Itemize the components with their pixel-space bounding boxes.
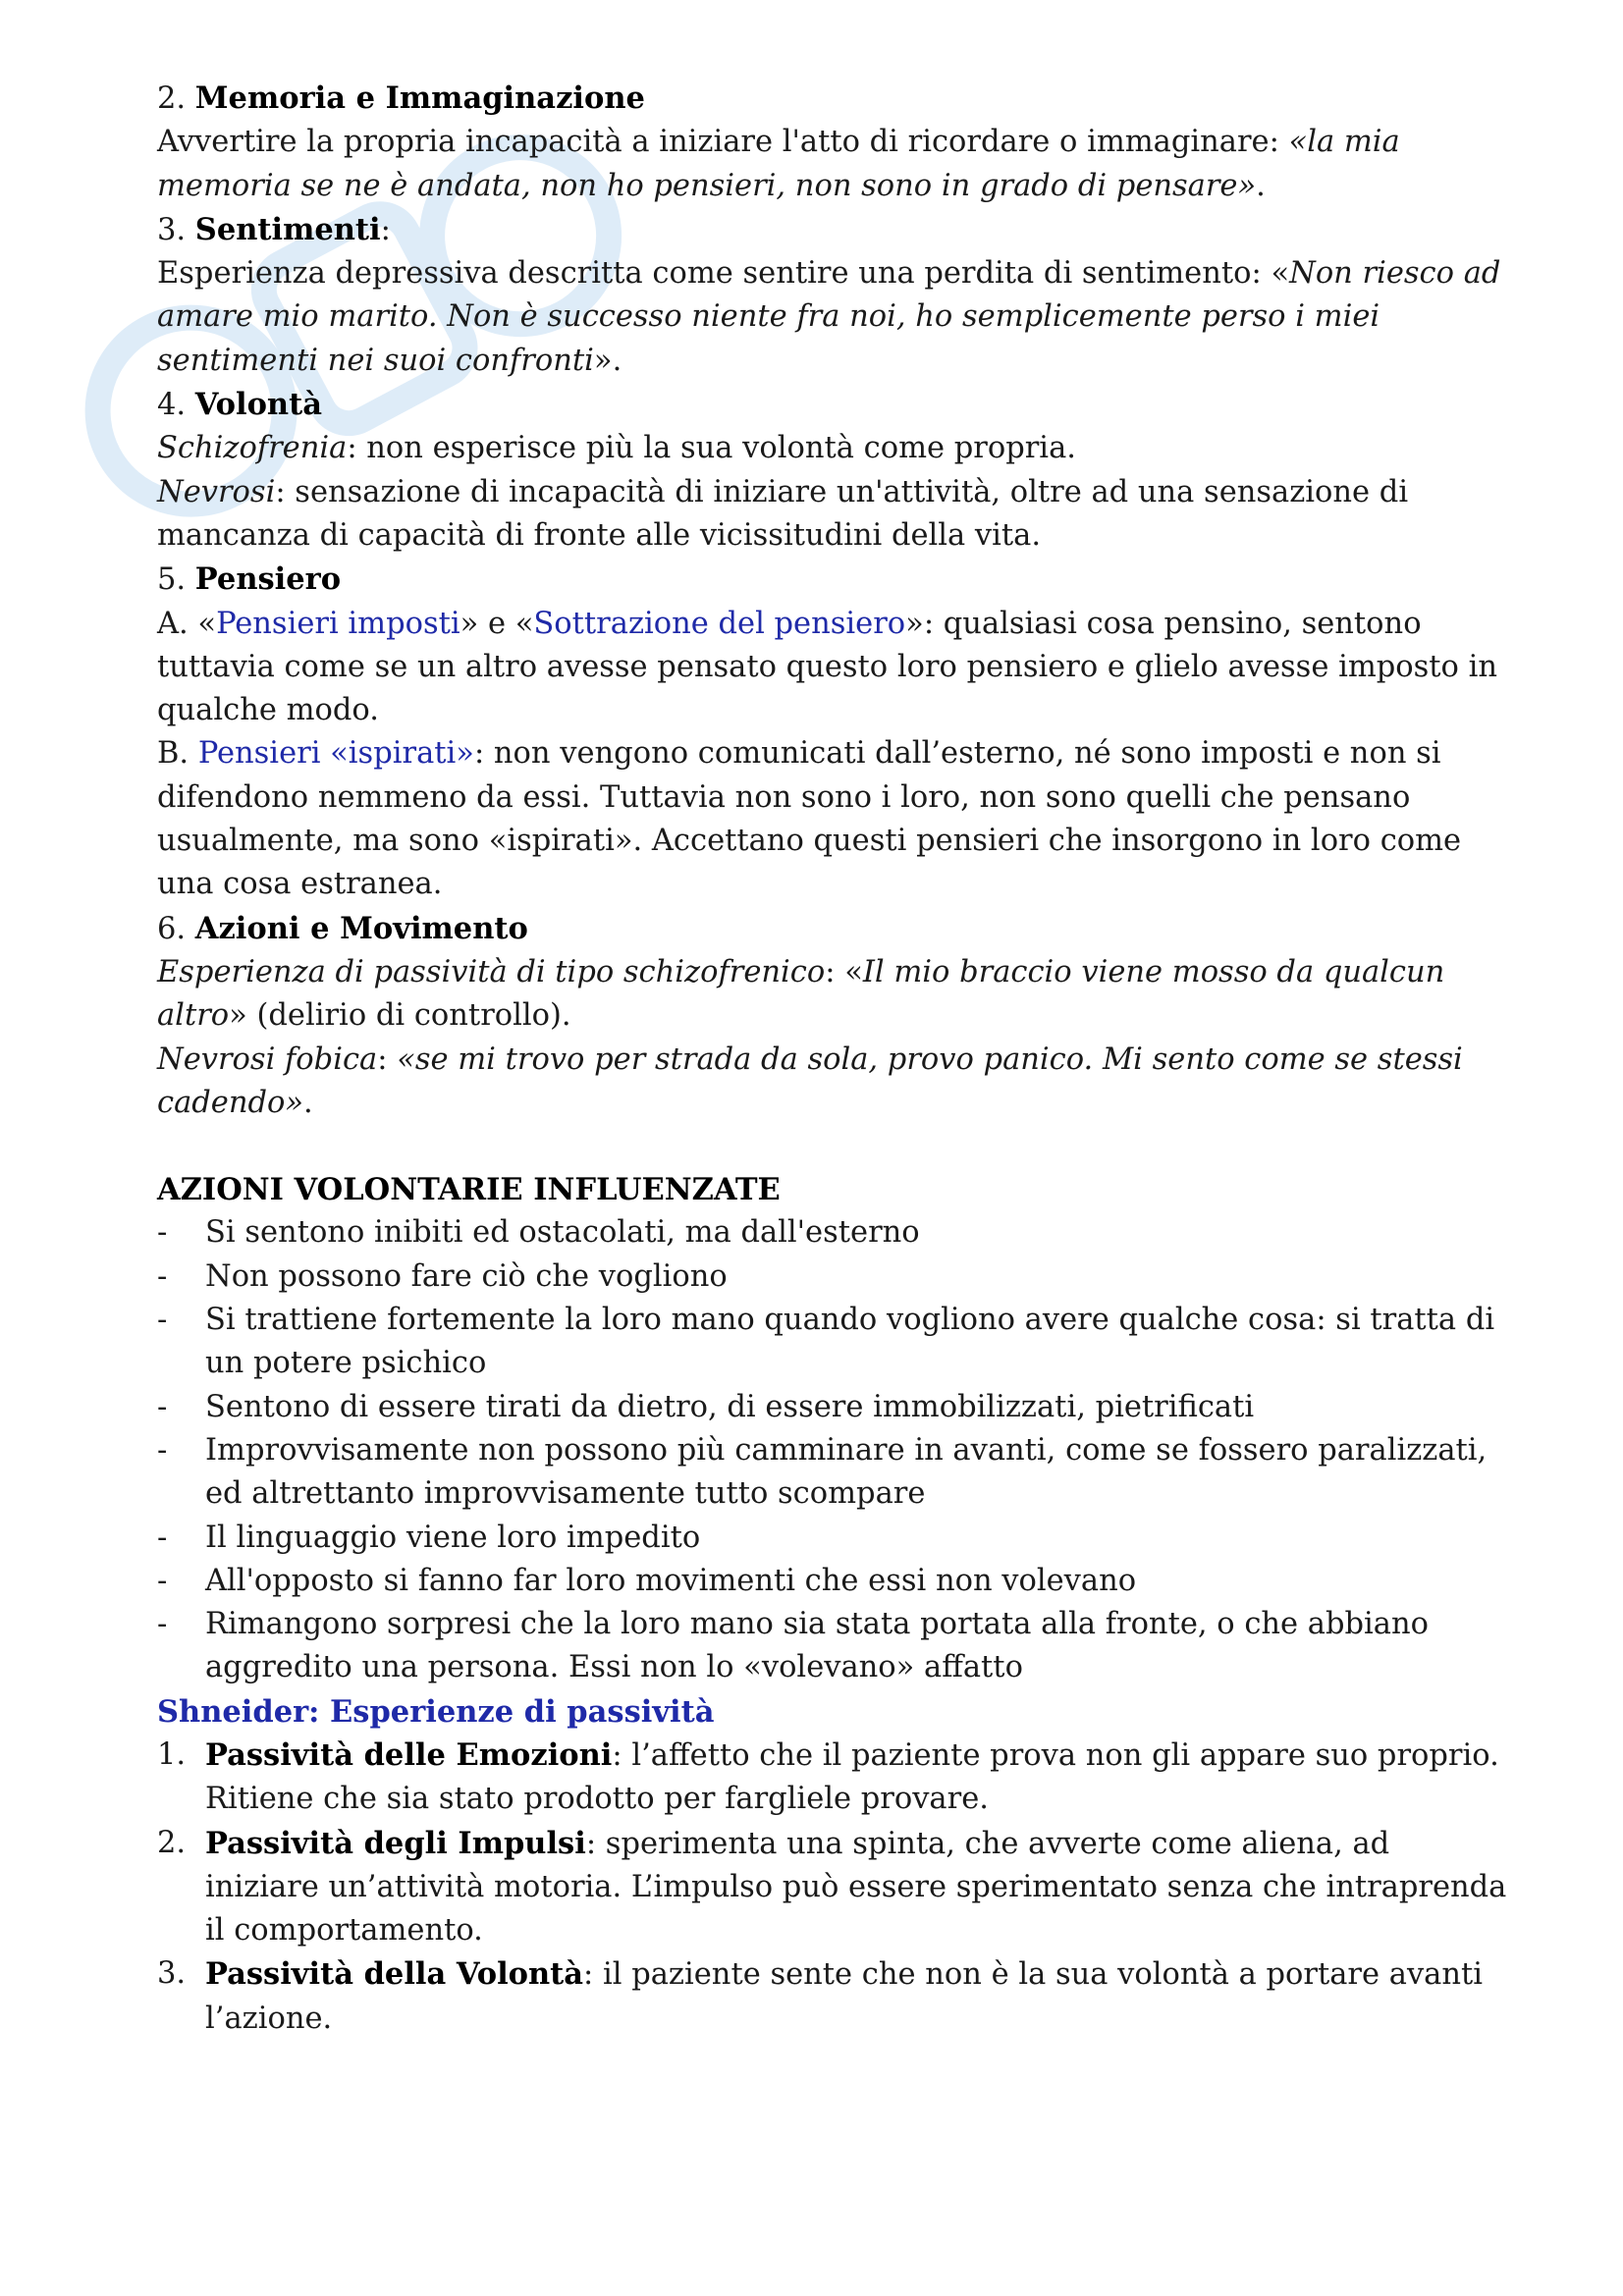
section-title-shneider: Shneider: Esperienze di passività [157, 1693, 715, 1730]
azioni-list [157, 1211, 1512, 1689]
list-item: 3. Passività della Volontà: il paziente sente che non è la sua volontà a portare avanti l’azione. [157, 1956, 1484, 2036]
heading-volonta: 4. Volontà [157, 387, 322, 423]
term-pensieri-ispirati: Pensieri «ispirati» [197, 736, 474, 772]
paragraph-memoria: Avvertire la propria incapacità a iniziare l'atto di ricordare o immaginare: «la mia memoria se ne è andata, non ho pensieri, non sono in grado di pensare». [157, 125, 1400, 203]
spacer [157, 1125, 1512, 1168]
paragraph-pensieri-imposti: A. «Pensieri imposti» e «Sottrazione del pensiero»: qualsiasi cosa pensino, sentono tuttavia come se un altro avesse pensato questo loro pensiero e glielo avesse imposto in qualche modo. [157, 606, 1497, 728]
heading-pensiero: 5. Pensiero [157, 561, 342, 598]
list-item: - Sentono di essere tirati da dietro, di essere immobilizzati, pietrificati [157, 1386, 1512, 1429]
paragraph-nevrosi: Nevrosi: sensazione di incapacità di iniziare un'attività, oltre ad una sensazione di mancanza di capacità di fronte alle vicissitudini della vita. [157, 474, 1409, 553]
paragraph-schizofrenico: Esperienza di passività di tipo schizofrenico: «Il mio braccio viene mosso da qualcun altro» (delirio di controllo). [157, 954, 1445, 1034]
term-sottrazione-pensiero: Sottrazione del pensiero [533, 606, 906, 641]
paragraph-schizofrenia: Schizofrenia: non esperisce più la sua volontà come propria. [157, 431, 1076, 466]
section-title-azioni-volontarie: AZIONI VOLONTARIE INFLUENZATE [157, 1172, 781, 1208]
list-item: 2. Passività degli Impulsi: sperimenta una spinta, che avverte come aliena, ad iniziare un’attività motoria. L’impulso può essere sperimentato senza che intraprenda il comportamento. [157, 1825, 1507, 1949]
heading-sentimenti: 3. Sentimenti: [157, 211, 391, 247]
paragraph-sentimenti: Esperienza depressiva descritta come sentire una perdita di sentimento: «Non riesco ad amare mio marito. Non è successo niente fra noi, ho semplicemente perso i miei sentimenti nei suoi confronti». [157, 256, 1501, 378]
paragraph-nevrosi-fobica: Nevrosi fobica: «se mi trovo per strada da sola, provo panico. Mi sento come se stessi cadendo». [157, 1041, 1463, 1120]
list-item: - Si sentono inibiti ed ostacolati, ma dall'esterno [157, 1211, 1512, 1255]
heading-memoria: 2. Memoria e Immaginazione [157, 80, 645, 116]
list-item: - Si trattiene fortemente la loro mano quando vogliono avere qualche cosa: si tratta di un potere psichico [157, 1299, 1512, 1386]
list-item: - Non possono fare ciò che vogliono [157, 1255, 1512, 1299]
paragraph-pensieri-ispirati: B. Pensieri «ispirati»: non vengono comunicati dall’esterno, né sono imposti e non si difendono nemmeno da essi. Tuttavia non sono i loro, non sono quelli che pensano usualmente, ma sono «ispirati». Accettano questi pensieri che insorgono in loro come una cosa estranea. [157, 736, 1462, 902]
list-item: - Improvvisamente non possono più camminare in avanti, come se fossero paralizzati, ed altrettanto improvvisamente tutto scompare [157, 1429, 1512, 1517]
shneider-list [157, 1734, 1512, 2041]
list-item: - All'opposto si fanno far loro movimenti che essi non volevano [157, 1560, 1512, 1603]
list-item: - Rimangono sorpresi che la loro mano sia stata portata alla fronte, o che abbiano aggredito una persona. Essi non lo «volevano» affatto [157, 1603, 1512, 1690]
heading-azioni-movimento: 6. Azioni e Movimento [157, 910, 528, 946]
list-item: - Il linguaggio viene loro impedito [157, 1517, 1512, 1560]
list-item: 1. Passività delle Emozioni: l’affetto che il paziente prova non gli appare suo proprio. Ritiene che sia stato prodotto per fargliele provare. [157, 1736, 1499, 1817]
term-pensieri-imposti: Pensieri imposti [216, 606, 460, 641]
document-page [157, 77, 1512, 2041]
